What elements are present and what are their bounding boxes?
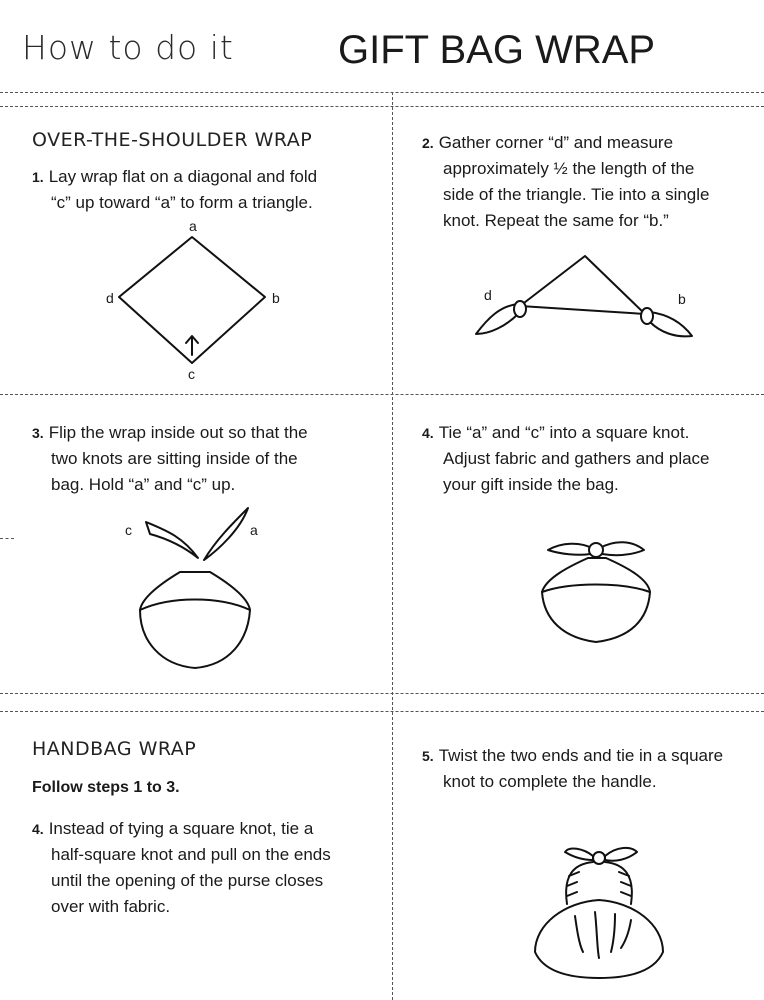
handbag-step-4 (32, 816, 382, 920)
step-number: 4. (32, 821, 44, 837)
follow-steps: Follow steps 1 to 3. (32, 779, 180, 796)
diagram-handbag (525, 840, 685, 990)
knot-left-ear (548, 544, 592, 555)
label-c: c (188, 366, 195, 382)
knot-right-ear (600, 542, 644, 555)
step-number: 4. (422, 425, 434, 441)
divider-vertical (392, 92, 393, 1000)
label-d-2: d (484, 287, 492, 303)
step-line: Lay wrap flat on a diagonal and fold (48, 167, 318, 186)
step-line: half-square knot and pull on the ends (51, 845, 331, 864)
divider-row2 (0, 693, 764, 694)
step-line: Adjust fabric and gathers and place (443, 449, 710, 468)
bag-body (140, 572, 250, 668)
knot-b-tail (650, 312, 692, 336)
step-line: side of the triangle. Tie into a single (443, 185, 710, 204)
step-1 (32, 164, 372, 216)
knot-d-tail (476, 304, 518, 334)
divider-row1 (0, 394, 764, 395)
step-line: Flip the wrap inside out so that the (48, 423, 308, 442)
divider-top (0, 92, 764, 93)
step-line: two knots are sitting inside of the (51, 449, 298, 468)
diagram-knotted-bag (530, 530, 660, 660)
handle-knot-right (605, 848, 637, 861)
handbag-step-5 (422, 743, 752, 795)
step-2 (422, 130, 752, 234)
twist-lines (567, 872, 631, 896)
bag-body (542, 558, 650, 642)
edge-mark (0, 538, 14, 539)
step-line: knot to complete the handle. (443, 772, 657, 791)
step-number: 1. (32, 169, 44, 185)
label-d: d (106, 290, 114, 306)
step-line: “c” up toward “a” to form a triangle. (51, 193, 313, 212)
step-line: Gather corner “d” and measure (438, 133, 674, 152)
diagram-diamond (100, 215, 300, 385)
step-line: approximately ½ the length of the (443, 159, 695, 178)
knot-center (589, 543, 603, 557)
step-3 (32, 420, 372, 498)
handle-knot-left (565, 849, 593, 860)
end-c (146, 522, 198, 558)
knot-d (514, 301, 526, 317)
step-line: Twist the two ends and tie in a square (438, 746, 724, 765)
knot-b (641, 308, 653, 324)
step-line: until the opening of the purse closes (51, 871, 324, 890)
divider-row2b (0, 711, 764, 712)
step-line: Instead of tying a square knot, tie a (48, 819, 314, 838)
step-number: 2. (422, 135, 434, 151)
divider-top-2 (0, 106, 764, 107)
triangle-shape (520, 256, 645, 314)
diagram-triangle-knots (460, 248, 710, 348)
step-line: over with fabric. (51, 897, 171, 916)
section-title-over-shoulder: OVER-THE-SHOULDER WRAP (32, 129, 313, 151)
section-title-handbag: HANDBAG WRAP (32, 738, 197, 760)
step-line: knot. Repeat the same for “b.” (443, 211, 669, 230)
step-number: 5. (422, 748, 434, 764)
label-b: b (272, 290, 280, 306)
step-number: 3. (32, 425, 44, 441)
step-line: your gift inside the bag. (443, 475, 619, 494)
end-a (204, 508, 248, 560)
header-how-to: How to do it (22, 28, 234, 67)
handle-knot-center (593, 852, 605, 864)
label-c-3: c (125, 522, 132, 538)
label-b-2: b (678, 291, 686, 307)
page-title: GIFT BAG WRAP (338, 28, 656, 72)
label-a-3: a (250, 522, 258, 538)
step-line: bag. Hold “a” and “c” up. (51, 475, 236, 494)
label-a: a (189, 218, 197, 234)
step-line: Tie “a” and “c” into a square knot. (438, 423, 690, 442)
step-4 (422, 420, 752, 498)
purse-body (535, 900, 663, 978)
